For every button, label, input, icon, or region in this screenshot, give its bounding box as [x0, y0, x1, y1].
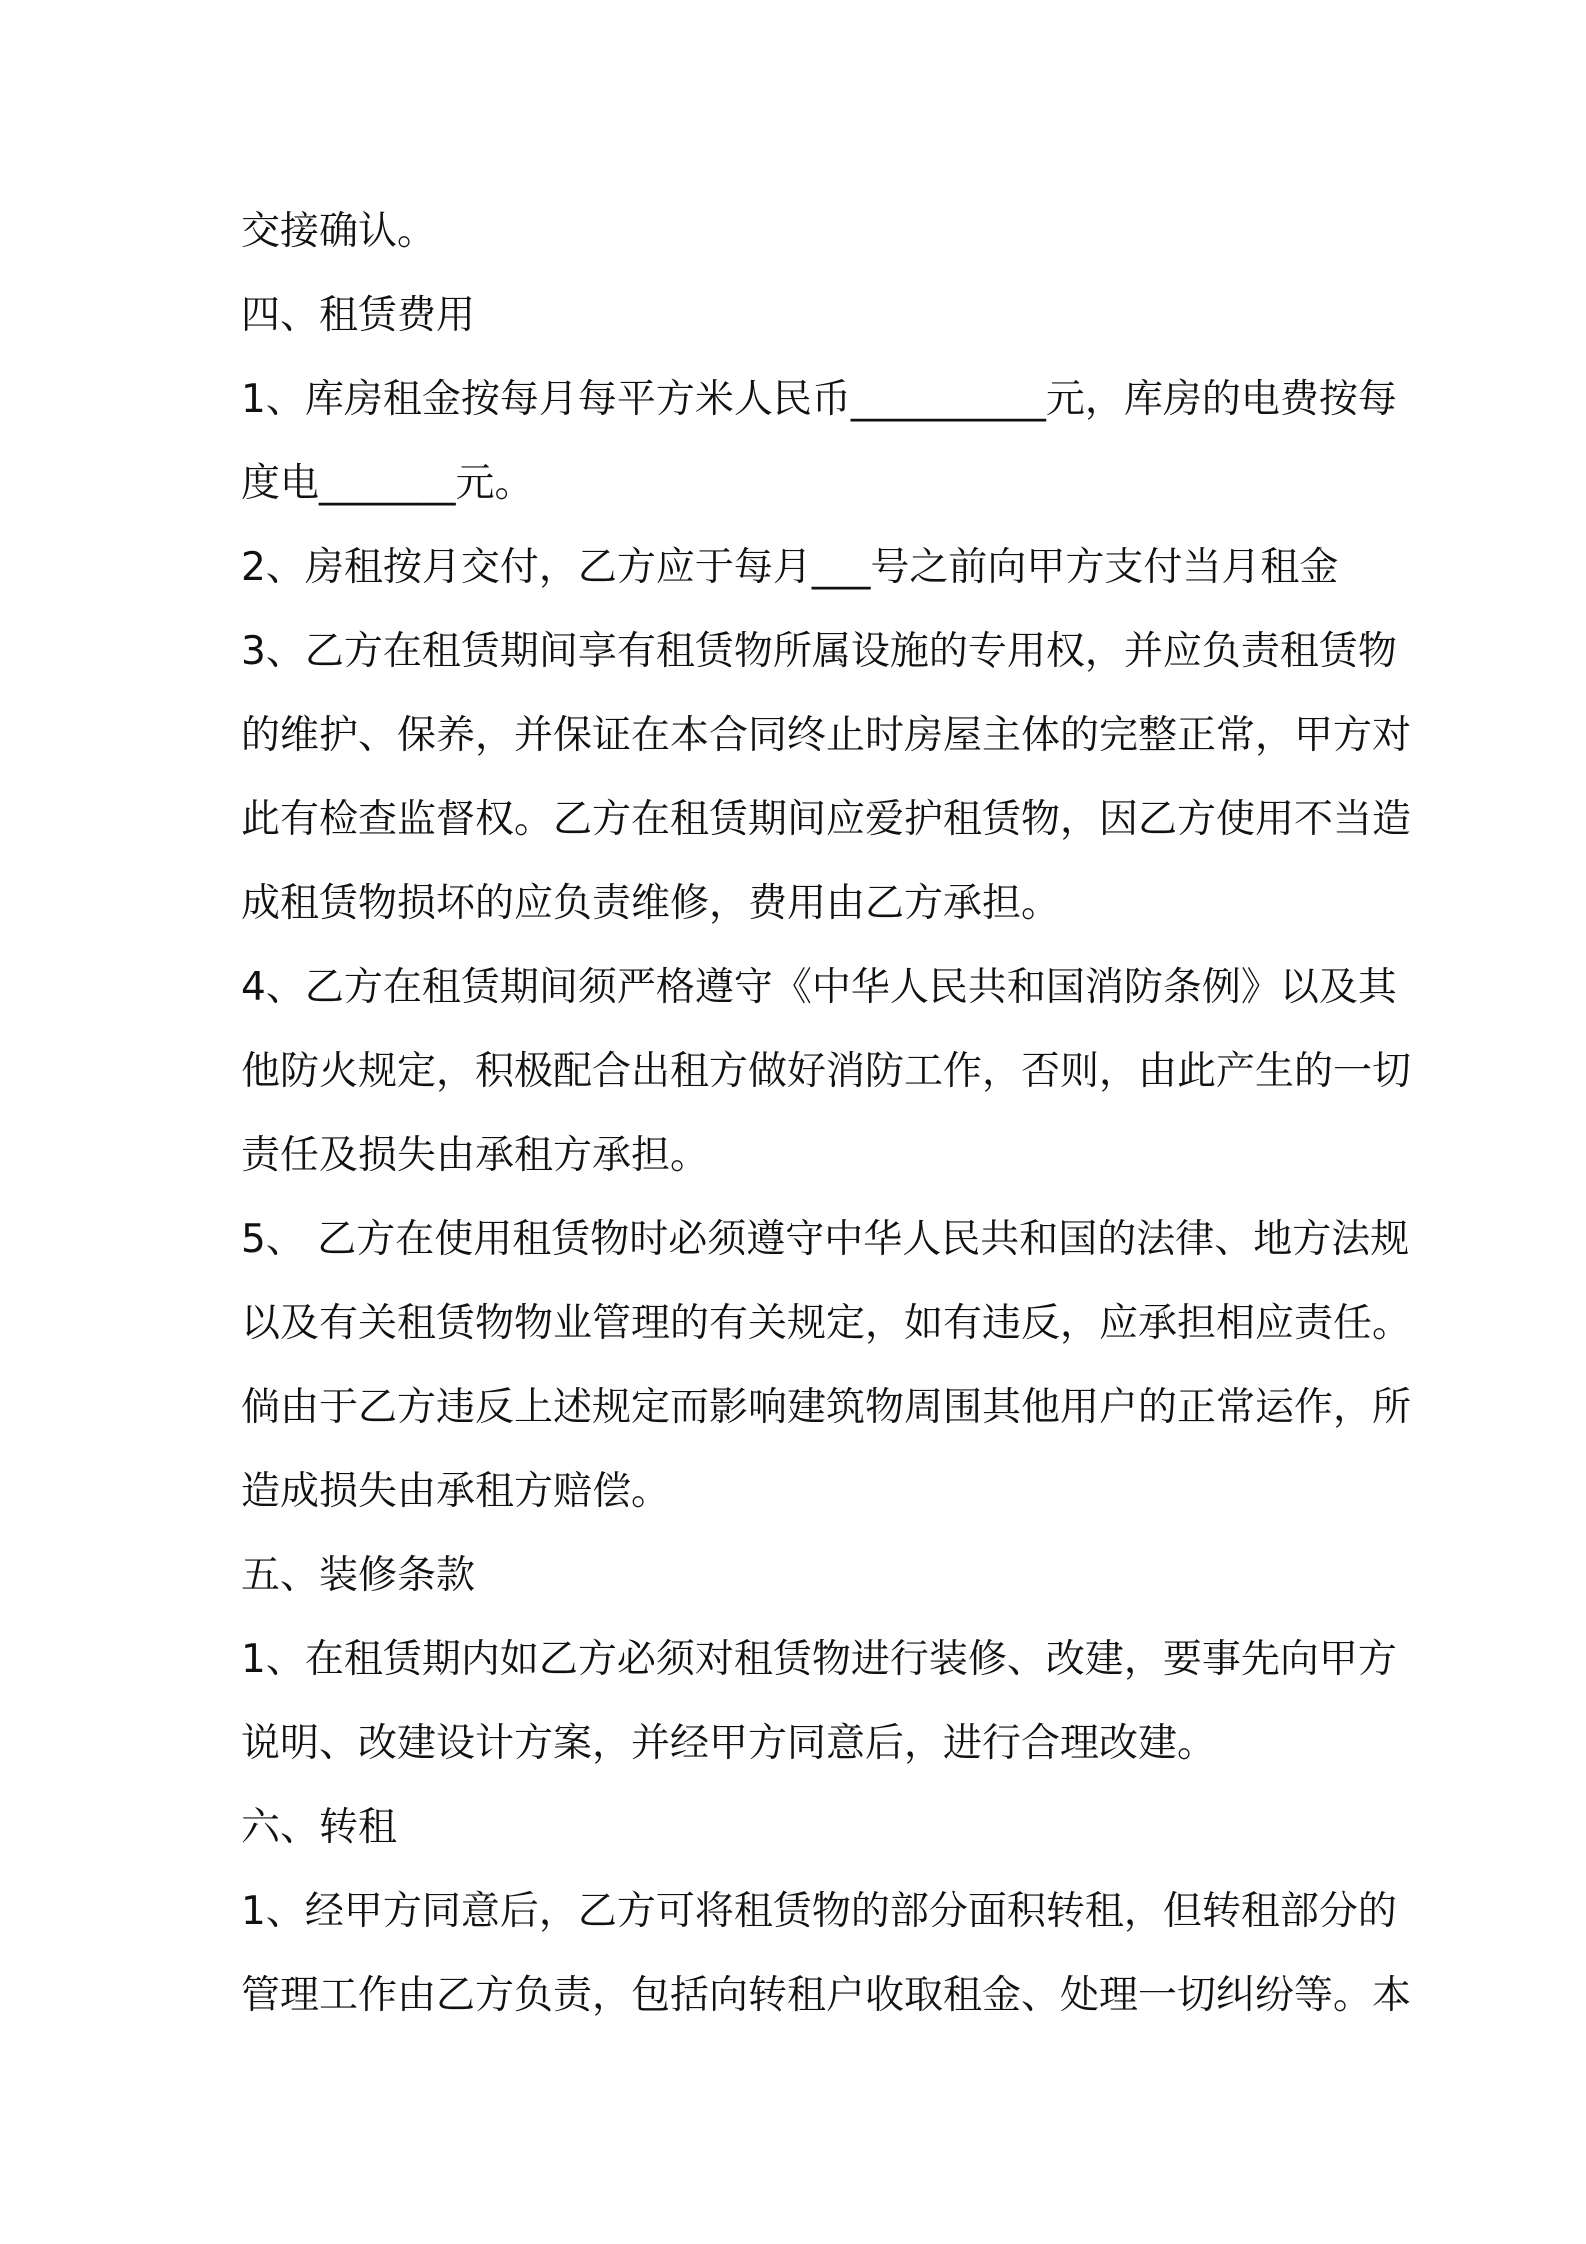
- text-line: 造成损失由承租方赔偿。: [241, 1469, 671, 1514]
- text-line: 责任及损失由承租方承担。: [241, 1133, 710, 1178]
- text-line: 管理工作由乙方负责，包括向转租户收取租金、处理一切纠纷等。本: [241, 1973, 1412, 2018]
- document-body: [241, 190, 1412, 2038]
- text-line: 4、乙方在租赁期间须严格遵守《中华人民共和国消防条例》以及其: [241, 965, 1397, 1010]
- section-heading: 四、租赁费用: [241, 293, 476, 338]
- text-line: 3、乙方在租赁期间享有租赁物所属设施的专用权，并应负责租赁物: [241, 629, 1397, 674]
- text-line: 交接确认。: [241, 209, 437, 254]
- text-line: 2、房租按月交付，乙方应于每月___号之前向甲方支付当月租金: [241, 545, 1339, 590]
- section-heading: 五、装修条款: [241, 1553, 476, 1598]
- text-line: 说明、改建设计方案，并经甲方同意后，进行合理改建。: [241, 1721, 1217, 1766]
- section-heading: 六、转租: [241, 1805, 398, 1850]
- text-line: 以及有关租赁物物业管理的有关规定，如有违反，应承担相应责任。: [241, 1301, 1412, 1346]
- text-line: 此有检查监督权。乙方在租赁期间应爱护租赁物，因乙方使用不当造: [241, 797, 1412, 842]
- text-line: 1、库房租金按每月每平方米人民币__________元，库房的电费按每: [241, 377, 1397, 422]
- text-line: 他防火规定，积极配合出租方做好消防工作，否则，由此产生的一切: [241, 1049, 1412, 1094]
- text-line: 倘由于乙方违反上述规定而影响建筑物周围其他用户的正常运作，所: [241, 1385, 1412, 1430]
- text-line: 的维护、保养，并保证在本合同终止时房屋主体的完整正常，甲方对: [241, 713, 1412, 758]
- text-line: 度电_______元。: [241, 461, 534, 506]
- text-line: 成租赁物损坏的应负责维修，费用由乙方承担。: [241, 881, 1061, 926]
- text-line: 1、在租赁期内如乙方必须对租赁物进行装修、改建，要事先向甲方: [241, 1637, 1397, 1682]
- text-line: 5、 乙方在使用租赁物时必须遵守中华人民共和国的法律、地方法规: [241, 1217, 1410, 1262]
- text-line: 1、经甲方同意后，乙方可将租赁物的部分面积转租，但转租部分的: [241, 1889, 1397, 1934]
